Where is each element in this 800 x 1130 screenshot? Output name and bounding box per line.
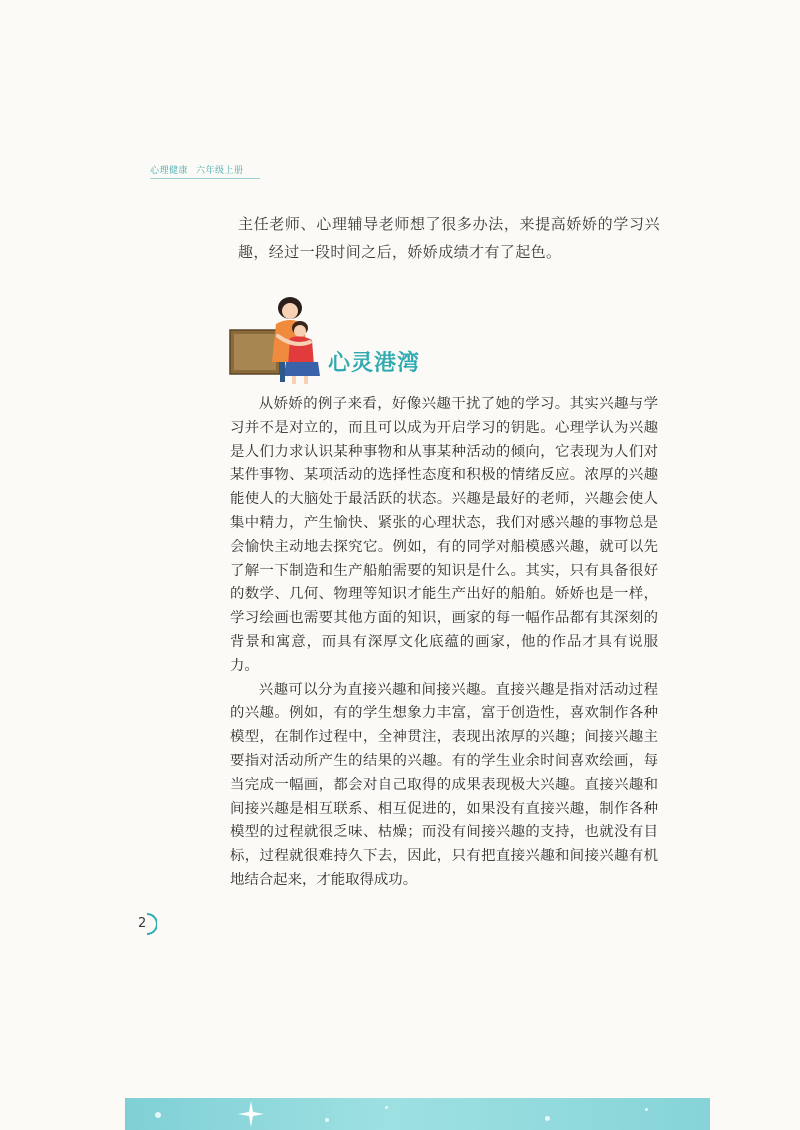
footer-dot xyxy=(385,1106,388,1109)
body-paragraph-1: 从娇娇的例子来看，好像兴趣干扰了她的学习。其实兴趣与学习并不是对立的，而且可以成为开启学习的钥匙。心理学认为兴趣是人们力求认识某种事物和从事某种活动的倾向，它表现为人们对某件事物、某项活动的选择性态度和积极的情绪反应。浓厚的兴趣能使人的大脑处于最活跃的状态。兴趣是最好的老师，兴趣会使人集中精力，产生愉快、紧张的心理状态，我们对感兴趣的事物总是会愉快主动地去探究它。例如，有的同学对船模感兴趣，就可以先了解一下制造和生产船舶需要的知识是什么。其实，只有具备很好的数学、几何、物理等知识才能生产出好的船舶。娇娇也是一样，学习绘画也需要其他方面的知识，画家的每一幅作品都有其深刻的背景和寓意，而具有深厚文化底蕴的画家，他的作品才具有说服力。 xyxy=(230,396,658,674)
footer-dot xyxy=(155,1112,161,1118)
section-heading xyxy=(228,296,488,386)
body-text xyxy=(230,393,658,893)
section-title: 心灵港湾 xyxy=(328,351,421,376)
running-header xyxy=(150,163,244,176)
footer-dot xyxy=(645,1108,648,1111)
footer-dot xyxy=(545,1116,550,1121)
teacher-hugging-student-illustration xyxy=(228,296,328,386)
grade-label: 六年级上册 xyxy=(196,166,244,176)
footer-band xyxy=(125,1098,710,1130)
intro-text: 主任老师、心理辅导老师想了很多办法，来提高娇娇的学习兴趣，经过一段时间之后，娇娇成绩才有了起色。 xyxy=(238,215,660,261)
book-title: 心理健康 xyxy=(150,166,189,176)
footer-dot xyxy=(325,1118,329,1122)
page-number xyxy=(133,912,157,936)
header-rule xyxy=(150,178,260,179)
sparkle-icon xyxy=(237,1100,265,1128)
intro-paragraph xyxy=(238,210,660,266)
body-paragraph-2: 兴趣可以分为直接兴趣和间接兴趣。直接兴趣是指对活动过程的兴趣。例如，有的学生想象力丰富，富于创造性，喜欢制作各种模型，在制作过程中，全神贯注，表现出浓厚的兴趣；间接兴趣主要指对活动所产生的结果的兴趣。有的学生业余时间喜欢绘画，每当完成一幅画，都会对自己取得的成果表现极大兴趣。直接兴趣和间接兴趣是相互联系、相互促进的，如果没有直接兴趣，制作各种模型的过程就很乏味、枯燥；而没有间接兴趣的支持，也就没有目标，过程就很难持久下去，因此，只有把直接兴趣和间接兴趣有机地结合起来，才能取得成功。 xyxy=(230,681,658,888)
page-number-text: 2 xyxy=(138,916,147,931)
